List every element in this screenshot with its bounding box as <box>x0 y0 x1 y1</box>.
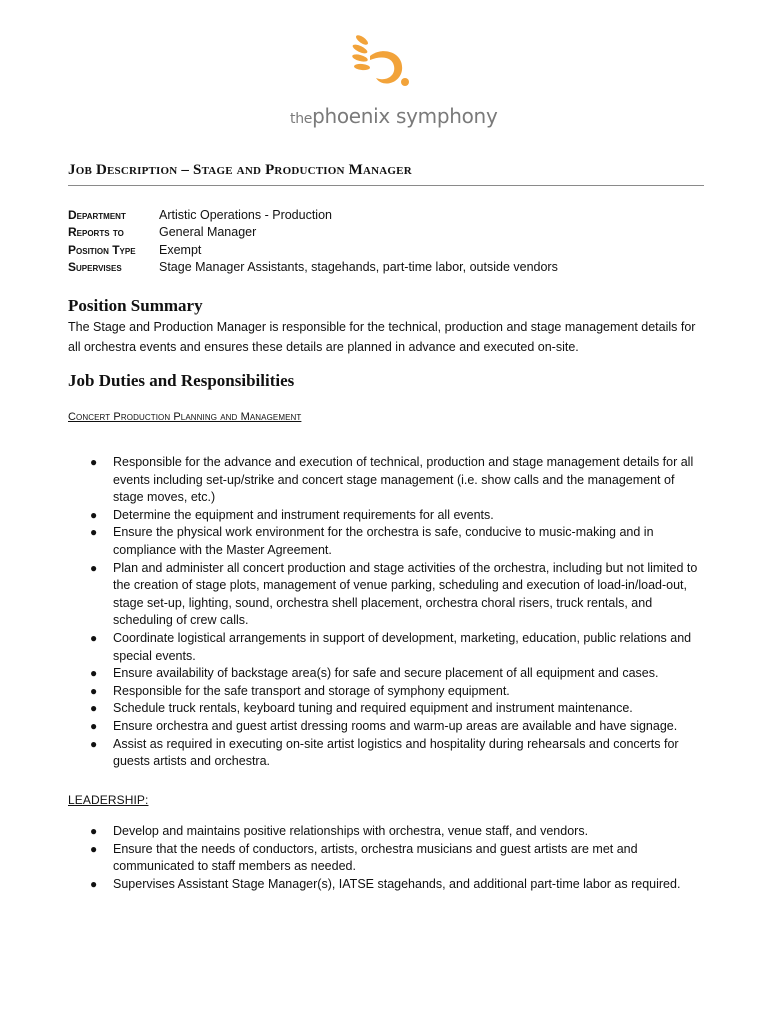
position-summary-text: The Stage and Production Manager is responsible for the technical, production and stage management details for all orchestra events and ensures these details are planned in advance and executed on-site. <box>68 320 696 354</box>
position-details <box>68 206 704 276</box>
list-item: ● Supervises Assistant Stage Manager(s), IATSE stagehands, and additional part-time labor as required. <box>68 876 708 894</box>
list-item: ● Coordinate logistical arrangements in support of development, marketing, education, public relations and special events. <box>90 630 692 663</box>
bullet-icon: ● <box>90 455 98 469</box>
detail-row-supervises <box>68 259 704 277</box>
detail-value: Artistic Operations - Production <box>159 207 332 222</box>
leadership-subheading: LEADERSHIP: <box>68 793 149 807</box>
bullet-icon: ● <box>90 683 98 698</box>
detail-label: Supervises <box>68 260 122 275</box>
bullet-icon: ● <box>90 876 98 891</box>
detail-label: Position Type <box>68 242 136 257</box>
bullet-icon: ● <box>90 718 98 733</box>
logo-wordmark: thephoenix symphony <box>290 104 498 128</box>
bullet-icon: ● <box>90 841 98 856</box>
bullet-icon: ● <box>90 560 98 575</box>
list-item: ● Ensure availability of backstage area(s) for safe and secure placement of all equipment and cases. <box>68 665 708 683</box>
list-item: ● Assist as required in executing on-site artist logistics and hospitality during rehearsals and concerts for guests artists and orchestra. <box>90 736 679 769</box>
title-divider <box>68 185 704 186</box>
detail-label: Department <box>68 207 126 222</box>
detail-value: General Manager <box>159 225 257 240</box>
detail-label: Reports to <box>68 225 124 240</box>
bullet-icon: ● <box>90 525 98 540</box>
phoenix-logo-icon <box>352 34 412 94</box>
bullet-icon: ● <box>90 666 98 681</box>
concert-production-subheading: Concert Production Planning and Management <box>68 411 302 423</box>
list-item: ● Determine the equipment and instrument requirements for all events. <box>68 507 708 525</box>
list-item: ● Responsible for the safe transport and storage of symphony equipment. <box>68 683 708 701</box>
list-item: ● Ensure that the needs of conductors, artists, orchestra musicians and guest artists are met and communicated to staff members as needed. <box>90 841 638 874</box>
position-summary-heading: Position Summary <box>68 296 203 315</box>
concert-duties-list <box>68 454 708 771</box>
organization-logo <box>290 34 498 134</box>
detail-value: Stage Manager Assistants, stagehands, part-time labor, outside vendors <box>159 260 558 275</box>
detail-row-department <box>68 206 704 224</box>
leadership-duties-list <box>68 823 708 893</box>
bullet-icon: ● <box>90 736 98 751</box>
job-duties-heading: Job Duties and Responsibilities <box>68 371 295 390</box>
bullet-icon: ● <box>90 630 98 645</box>
list-item: ● Plan and administer all concert production and stage activities of the orchestra, including but not limited to the creation of stage plots, management of venue parking, scheduling and execution of load-in/load-out, stage set-up, lighting, sound, orchestra shell placement, orchestra choral risers, truck rentals, and scheduling of crew calls. <box>90 560 698 628</box>
list-item: ● Ensure the physical work environment for the orchestra is safe, conducive to music-making and in compliance with the Master Agreement. <box>90 525 654 557</box>
bullet-icon: ● <box>90 701 98 716</box>
document-title: Job Description – Stage and Production Manager <box>68 162 412 178</box>
detail-value: Exempt <box>159 242 202 257</box>
bullet-icon: ● <box>90 824 98 838</box>
list-item: ● Develop and maintains positive relationships with orchestra, venue staff, and vendors. <box>68 823 708 841</box>
detail-row-position-type <box>68 241 704 259</box>
list-item: ● Responsible for the advance and execution of technical, production and stage management details for all events including set-up/strike and concert stage management (i.e. show calls and the management of stage moves, etc.) <box>90 455 694 505</box>
detail-row-reports-to <box>68 224 704 242</box>
list-item: ● Schedule truck rentals, keyboard tuning and required equipment and instrument maintenance. <box>68 700 708 718</box>
bullet-icon: ● <box>90 507 98 522</box>
list-item: ● Ensure orchestra and guest artist dressing rooms and warm-up areas are available and have signage. <box>68 718 708 736</box>
